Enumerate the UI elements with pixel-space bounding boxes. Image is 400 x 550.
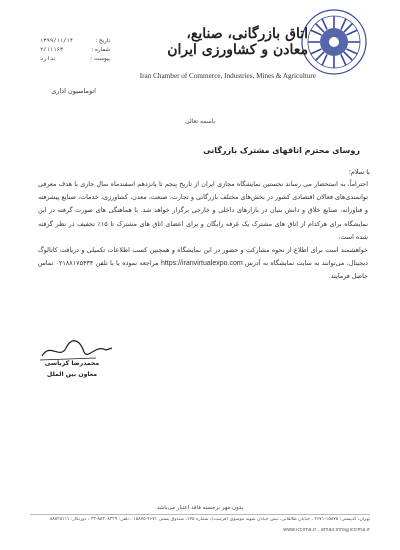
footer-address: تهران، کدپستی: ۱۵۸۷۵-۴۶۷۱ ، خیابان طالقانی، نبش خیابان شهید موسوی (فرصت)، شماره ۱۷۵، صندوق پستی ۴۶۷۱-۱۵۸۷۵ ، تلفن: ۸۸۳۰۸۳۲۹-۳۳ ، دورنگار: ۸۸۸۲۵۱۱۱: [49, 517, 370, 522]
greeting: با سلام؛: [348, 168, 370, 176]
number-value: ۲/۱۱۱۶۳: [40, 46, 64, 53]
basmala: باسمه تعالی: [184, 118, 216, 125]
body-paragraph-2-end: مراجعه نموده یا با تلفن ۰۲۱۸۸۱۷۵۴۳۴ تماس حاصل فرمایند.: [38, 259, 368, 281]
meta-attachment-row: [40, 54, 110, 63]
date-label: تاریخ :: [95, 37, 110, 44]
body-paragraph-2: [38, 244, 368, 284]
date-value: ۱۳۹۹/۱۱/۱۴: [40, 37, 74, 44]
attachment-value: ندارد: [40, 55, 57, 62]
letter-meta: [40, 36, 110, 63]
expo-url-link[interactable]: https://iranvirtualexpo.com: [160, 260, 243, 268]
chamber-logo: [300, 8, 368, 76]
addressee: روسای محترم اتاقهای مشترک بازرگانی: [203, 146, 360, 155]
footer-divider: [30, 514, 370, 515]
department-label: اتوماسیون اداری: [51, 87, 96, 95]
chamber-logo-icon: [300, 8, 368, 76]
footer-validity-note: بدون مهر برجسته فاقد اعتبار می‌باشد: [156, 505, 244, 511]
org-name-persian: اتاق بازرگانی، صنایع، معادن و کشاورزی ایران: [167, 26, 308, 58]
meta-number-row: [40, 45, 110, 54]
meta-date-row: [40, 36, 110, 45]
body-paragraph-2-start: خواهشمند است برای اطلاع از نحوه مشارکت و حضور در این نمایشگاه و همچنین کسب اطلاعات تکمیلی و دریافت کاتالوگ دیجیتال، می‌توانند به سایت نمایشگاه به آدرس: [38, 246, 368, 268]
footer-web-email: www.iccima.ir , email:info@iccima.ir: [283, 528, 370, 533]
org-name-english: Iran Chamber of Commerce, Industries, Mines & Agriculture: [139, 72, 316, 80]
attachment-label: پیوست :: [90, 55, 110, 62]
letter-body: [38, 178, 368, 284]
signer-name: محمدرضا کرباسی: [44, 360, 100, 367]
signer-title: معاون بین الملل: [46, 371, 98, 378]
number-label: شماره :: [91, 46, 110, 53]
body-paragraph-1: احتراماً، به استحضار می رساند نخستین نمایشگاه مجازی ایران از تاریخ پنجم تا پانزدهم اسفندماه سال جاری با هدف معرفی توانمندی‌های فعالان اقتصادی کشور در بخش‌های مختلف بازرگانی و تجارت، صنعت، معدن، کشاورزی، خدمات، صنایع پیشرفته و فناورانه، صنایع خلاق و دانش بنیان در بازارهای داخلی و خارجی برگزار خواهد شد. با هماهنگی های صورت گرفته در این نمایشگاه برای هرکدام از اتاق های مشترک یک غرفه رایگان و برای اعضای اتاق های مشترک تا ۱۵٪ تخفیف در نظر گرفته شده است.: [38, 180, 368, 241]
